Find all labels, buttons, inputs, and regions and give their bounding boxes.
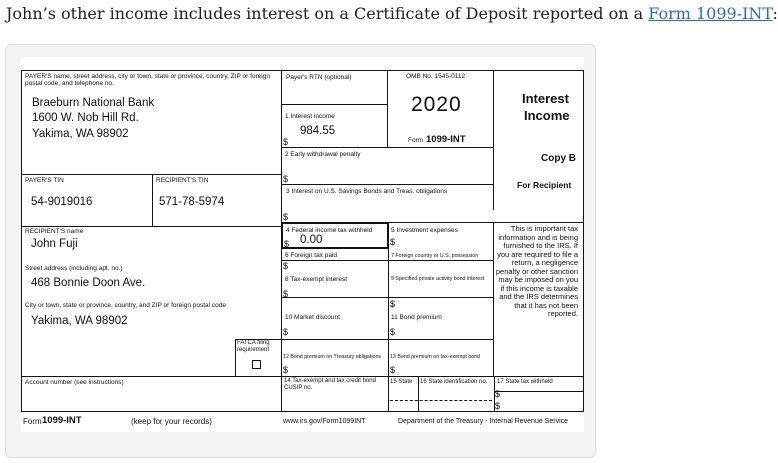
box10-dollar: $ bbox=[283, 327, 289, 337]
box12-dollar: $ bbox=[283, 365, 289, 375]
recipient-street: 468 Bonnie Doon Ave. bbox=[31, 277, 146, 289]
box8-dollar: $ bbox=[283, 289, 289, 299]
line-box7-bottom bbox=[281, 297, 494, 298]
box1-dollar: $ bbox=[283, 137, 289, 147]
city-label: City or town, state or province, country, and ZIP or foreign postal code bbox=[25, 302, 226, 309]
box2-label: 2 Early withdrawal penalty bbox=[285, 151, 361, 158]
box6-label: 6 Foreign tax paid bbox=[285, 252, 338, 259]
box13-label: 13 Bond premium on tax-exempt bond bbox=[390, 354, 481, 360]
box5-dollar: $ bbox=[390, 237, 396, 247]
box11-label: 11 Bond premium bbox=[391, 314, 442, 321]
form-1099-int-link[interactable]: Form 1099-INT bbox=[648, 4, 773, 23]
street-label: Street address (including apt. no.) bbox=[25, 265, 123, 272]
form-prefix: Form bbox=[408, 137, 424, 144]
box2-dollar: $ bbox=[283, 174, 289, 184]
line-tin-bottom bbox=[21, 226, 281, 227]
footer-dept: Department of the Treasury - Internal Revenue Service bbox=[398, 418, 569, 425]
omb-label: OMB No. 1545-0112 bbox=[406, 73, 466, 80]
payer-name: Braeburn National Bank bbox=[32, 97, 155, 109]
box17-dollar-2: $ bbox=[495, 401, 501, 411]
title-line1: Interest bbox=[522, 91, 569, 106]
state-dashed-line bbox=[390, 400, 492, 401]
divider-state bbox=[418, 376, 419, 412]
recipient-tin: 571-78-5974 bbox=[159, 196, 225, 208]
line-box13-bottom bbox=[281, 376, 584, 377]
divider-title-col bbox=[493, 70, 494, 210]
box1-value: 984.55 bbox=[300, 125, 336, 137]
box15-label: 15 State bbox=[390, 379, 413, 385]
divider-title-col-2 bbox=[493, 222, 494, 376]
divider-tin bbox=[152, 174, 153, 226]
box5-label: 5 Investment expenses bbox=[391, 227, 458, 234]
payer-tin: 54-9019016 bbox=[31, 196, 93, 208]
box9-label: 9 Specified private activity bond interest bbox=[391, 276, 485, 282]
box12-label: 12 Bond premium on Treasury obligations bbox=[283, 354, 382, 360]
footer-url: www.irs.gov/Form1099INT bbox=[283, 418, 366, 425]
footer-keep: (keep for your records) bbox=[131, 417, 212, 426]
line-payer-bottom bbox=[21, 174, 281, 175]
box8-label: 8 Tax-exempt interest bbox=[285, 276, 348, 283]
recipient-copy-label: For Recipient bbox=[517, 180, 572, 190]
box3-dollar: $ bbox=[283, 212, 289, 222]
line-state-mid bbox=[494, 391, 584, 392]
line-rtn-bottom bbox=[281, 104, 387, 105]
payer-label: PAYER'S name, street address, city or town, state or province, country, ZIP or foreign postal code, and telephone no. bbox=[25, 73, 270, 87]
line-account-top bbox=[21, 376, 281, 377]
fatca-checkbox[interactable] bbox=[252, 360, 261, 369]
payer-city: Yakima, WA 98902 bbox=[32, 128, 129, 140]
intro-text bbox=[6, 4, 778, 23]
account-label: Account number (see instructions) bbox=[25, 379, 124, 386]
box1-label: 1 Interest income bbox=[285, 113, 335, 120]
form-name: 1099-INT bbox=[426, 134, 466, 145]
fatca-label: FATCA filing requirement bbox=[237, 340, 270, 353]
copy-label: Copy B bbox=[541, 153, 576, 164]
box13-dollar: $ bbox=[390, 365, 396, 375]
recipient-name: John Fuji bbox=[31, 238, 78, 250]
recipient-tin-label: RECIPIENT'S TIN bbox=[156, 177, 209, 184]
payer-tin-label: PAYER'S TIN bbox=[25, 177, 64, 184]
payer-street: 1600 W. Nob Hill Rd. bbox=[32, 112, 139, 124]
box17-label: 17 State tax withheld bbox=[497, 379, 553, 385]
box11-dollar: $ bbox=[390, 327, 396, 337]
line-box1-bottom bbox=[281, 147, 494, 148]
footer-form-prefix: Form bbox=[23, 417, 42, 426]
box3-label: 3 Interest on U.S. Savings Bonds and Treas. obligations bbox=[286, 188, 448, 195]
line-box5-bottom bbox=[281, 260, 494, 261]
footer-form-name: 1099-INT bbox=[42, 415, 82, 426]
divider-omb bbox=[387, 70, 388, 147]
divider-box-col bbox=[388, 222, 389, 412]
title-line2: Income bbox=[524, 108, 570, 123]
box4-value: 0.00 bbox=[300, 234, 323, 246]
box17-dollar-1: $ bbox=[495, 389, 501, 399]
box14-label: 14 Tax-exempt and tax credit bond CUSIP no. bbox=[284, 378, 376, 391]
box6-dollar: $ bbox=[283, 261, 289, 271]
box4-label: 4 Federal income tax withheld bbox=[286, 227, 373, 234]
tax-year: 2020 bbox=[411, 93, 462, 116]
recipient-name-label: RECIPIENT'S name bbox=[25, 228, 84, 235]
side-note: This is important tax information and is being furnished to the IRS. If you are required to file a return, a negligence penalty or other sanction may be imposed on you if this income is taxable and the IRS determines that it has not been reported. bbox=[495, 224, 578, 318]
box10-label: 10 Market discount bbox=[285, 314, 340, 321]
box9-dollar: $ bbox=[390, 299, 396, 309]
line-box2-bottom bbox=[281, 184, 494, 185]
intro-suffix: : bbox=[772, 4, 778, 23]
divider-fatca bbox=[235, 339, 236, 376]
box16-label: 16 State identification no. bbox=[420, 379, 488, 385]
line-box9-bottom bbox=[281, 339, 494, 340]
box4-dollar: $ bbox=[284, 239, 290, 249]
recipient-city: Yakima, WA 98902 bbox=[31, 315, 128, 327]
box7-label: 7 Foreign country or U.S. possession bbox=[391, 253, 479, 259]
rtn-label: Payer's RTN (optional) bbox=[286, 74, 352, 81]
intro-sentence: John’s other income includes interest on a Certificate of Deposit reported on a bbox=[6, 4, 649, 23]
form-1099-int bbox=[21, 57, 584, 432]
